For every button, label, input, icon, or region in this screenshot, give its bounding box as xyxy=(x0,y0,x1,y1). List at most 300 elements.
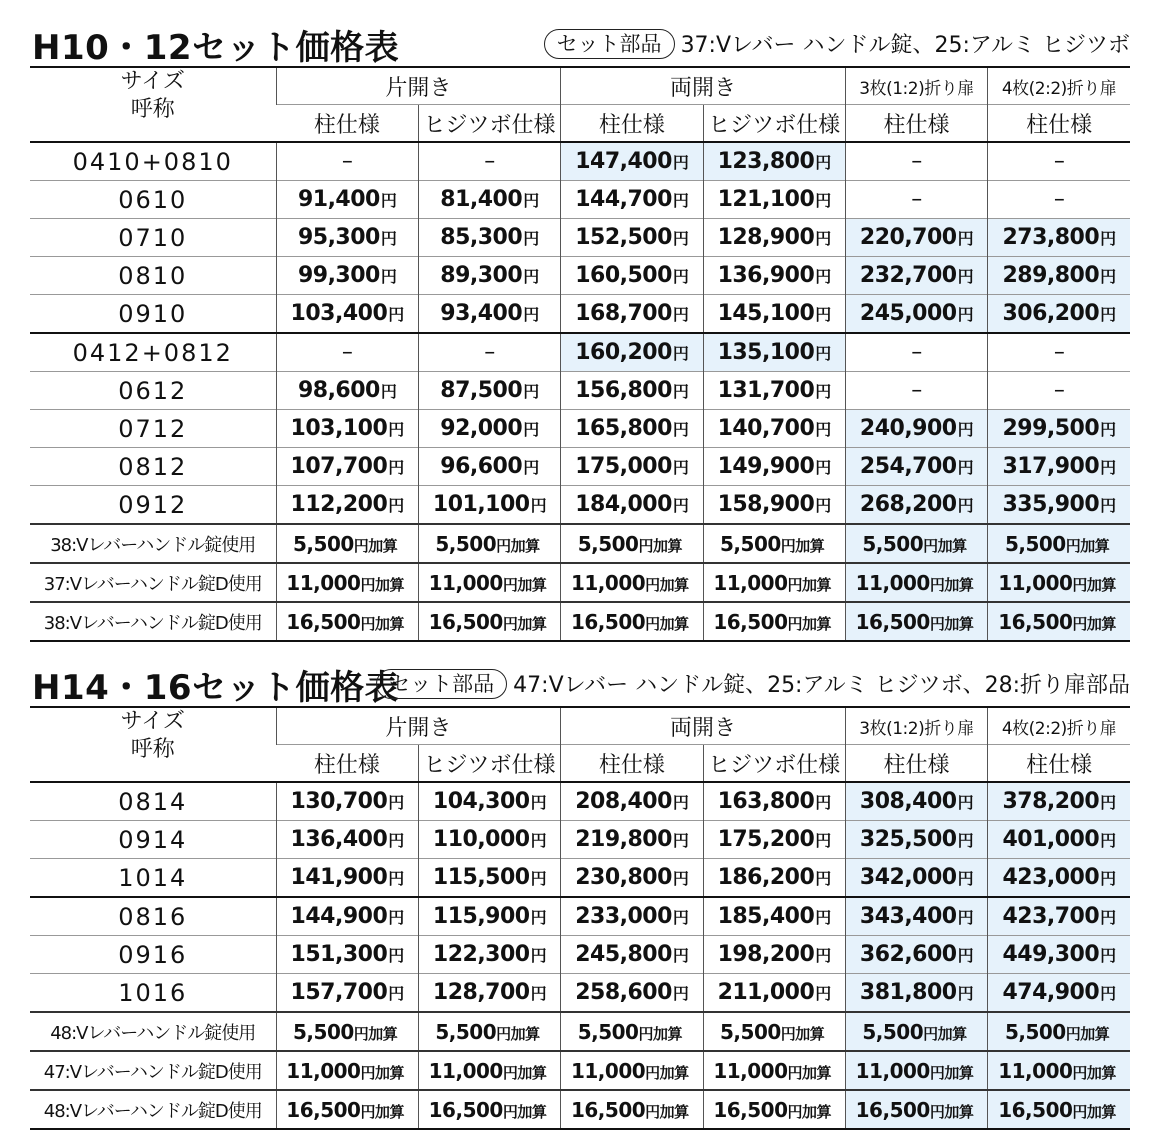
surcharge-cell xyxy=(703,1090,845,1129)
surcharge-value: 11,000 xyxy=(428,1058,503,1083)
surcharge-unit: 加算 xyxy=(1086,614,1116,633)
surcharge-unit: 加算 xyxy=(517,1063,547,1082)
yen-unit: 円 xyxy=(815,420,831,439)
designation-header-label: 呼称 xyxy=(130,737,175,762)
elbow-spec-header: ヒジツボ仕様 xyxy=(418,745,560,783)
not-available-mark: – xyxy=(911,340,922,365)
price-cell xyxy=(845,486,987,525)
price-cell xyxy=(276,821,418,859)
yen-unit: 円 xyxy=(523,191,539,210)
double-door-header: 両開き xyxy=(561,707,846,745)
yen-unit: 円 xyxy=(1072,1063,1087,1082)
price-value: 423,000 xyxy=(1002,865,1100,890)
yen-unit: 円 xyxy=(502,1102,518,1121)
yen-unit: 円 xyxy=(380,267,397,286)
price-value: 423,700 xyxy=(1002,904,1100,929)
table-row xyxy=(30,859,1130,898)
surcharge-unit: 加算 xyxy=(937,1024,967,1043)
price-value: 401,000 xyxy=(1002,827,1100,852)
post-spec-header: 柱仕様 xyxy=(561,105,703,143)
surcharge-unit: 加算 xyxy=(1086,575,1116,594)
option-row xyxy=(30,563,1130,602)
yen-unit: 円 xyxy=(815,344,831,363)
price-value: 208,400 xyxy=(575,789,672,814)
price-cell xyxy=(703,859,845,898)
designation-header-label: 呼称 xyxy=(130,97,175,122)
price-value: 98,600 xyxy=(297,378,380,403)
set-parts-text: 37:Vレバー ハンドル錠、25:アルミ ヒジツボ xyxy=(680,33,1130,58)
section-title: H14・16セット価格表 xyxy=(32,668,400,708)
surcharge-cell xyxy=(276,524,418,563)
surcharge-unit: 加算 xyxy=(375,1102,405,1121)
yen-unit: 円 xyxy=(1100,496,1116,515)
price-cell xyxy=(418,333,560,372)
price-value: 112,200 xyxy=(290,492,388,517)
surcharge-unit: 加算 xyxy=(802,1102,832,1121)
surcharge-value: 16,500 xyxy=(998,609,1073,634)
surcharge-cell xyxy=(845,563,987,602)
double-door-header: 両開き xyxy=(561,67,846,105)
price-cell xyxy=(988,859,1130,898)
surcharge-unit: 加算 xyxy=(944,614,974,633)
surcharge-unit: 加算 xyxy=(510,1024,540,1043)
yen-unit: 円 xyxy=(815,305,831,324)
price-value: 149,900 xyxy=(717,454,815,479)
price-cell xyxy=(276,859,418,898)
price-cell xyxy=(988,295,1130,334)
surcharge-cell xyxy=(561,524,703,563)
price-value: 131,700 xyxy=(717,378,815,403)
surcharge-value: 11,000 xyxy=(286,570,361,595)
surcharge-cell xyxy=(276,563,418,602)
set-parts-text: 47:Vレバー ハンドル錠、25:アルミ ヒジツボ、28:折り扉部品 xyxy=(513,673,1130,698)
yen-unit: 円 xyxy=(1100,984,1116,1003)
yen-unit: 円 xyxy=(672,458,689,477)
price-value: 87,500 xyxy=(440,378,523,403)
yen-unit: 円 xyxy=(929,575,945,594)
surcharge-cell xyxy=(561,602,703,641)
price-cell xyxy=(845,372,987,410)
price-cell xyxy=(276,974,418,1013)
table-row xyxy=(30,257,1130,295)
price-value: 184,000 xyxy=(575,492,672,517)
yen-unit: 円 xyxy=(388,305,404,324)
price-cell xyxy=(418,936,560,974)
not-available-mark: – xyxy=(1053,187,1065,212)
price-cell xyxy=(276,372,418,410)
surcharge-unit: 加算 xyxy=(802,1063,832,1082)
price-cell xyxy=(988,974,1130,1013)
surcharge-cell xyxy=(988,1051,1130,1090)
size-cell: 1014 xyxy=(30,859,276,898)
price-cell xyxy=(703,448,845,486)
surcharge-value: 16,500 xyxy=(713,1097,788,1122)
set-parts xyxy=(376,668,1130,699)
surcharge-unit: 加算 xyxy=(944,575,974,594)
price-cell xyxy=(561,181,703,219)
price-value: 136,900 xyxy=(717,263,815,288)
surcharge-value: 11,000 xyxy=(855,570,930,595)
surcharge-cell xyxy=(276,1012,418,1051)
not-available-mark: – xyxy=(1053,149,1065,174)
yen-unit: 円 xyxy=(530,984,547,1003)
price-cell xyxy=(845,219,987,257)
option-label: 47:Vレバーハンドル錠D使用 xyxy=(30,1051,276,1090)
surcharge-cell xyxy=(845,1012,987,1051)
yen-unit: 円 xyxy=(523,382,539,401)
surcharge-unit: 加算 xyxy=(1086,1063,1116,1082)
price-cell xyxy=(988,782,1130,821)
surcharge-value: 16,500 xyxy=(428,609,503,634)
price-cell xyxy=(418,257,560,295)
yen-unit: 円 xyxy=(957,946,974,965)
yen-unit: 円 xyxy=(787,575,803,594)
yen-unit: 円 xyxy=(815,267,831,286)
yen-unit: 円 xyxy=(672,267,689,286)
price-cell xyxy=(703,782,845,821)
set-parts-label: セット部品 xyxy=(544,29,675,59)
price-cell xyxy=(561,936,703,974)
price-cell xyxy=(418,219,560,257)
not-available-mark: – xyxy=(484,340,495,365)
yen-unit: 円 xyxy=(388,869,404,888)
single-door-header: 片開き xyxy=(276,707,561,745)
surcharge-unit: 加算 xyxy=(375,575,405,594)
yen-unit: 円 xyxy=(360,575,375,594)
size-cell: 0610 xyxy=(30,181,276,219)
price-cell xyxy=(418,142,560,181)
yen-unit: 円 xyxy=(815,831,831,850)
size-cell: 0812 xyxy=(30,448,276,486)
yen-unit: 円 xyxy=(1100,869,1116,888)
yen-unit: 円 xyxy=(815,191,831,210)
price-cell xyxy=(845,181,987,219)
yen-unit: 円 xyxy=(360,1102,375,1121)
price-value: 136,400 xyxy=(290,827,388,852)
price-cell xyxy=(418,859,560,898)
yen-unit: 円 xyxy=(1100,908,1116,927)
yen-unit: 円 xyxy=(1100,229,1116,248)
surcharge-unit: 加算 xyxy=(375,1063,405,1082)
post-spec-header: 柱仕様 xyxy=(845,745,987,783)
price-value: 245,800 xyxy=(575,942,672,967)
yen-unit: 円 xyxy=(638,536,653,555)
price-value: 219,800 xyxy=(575,827,672,852)
price-cell xyxy=(418,897,560,936)
surcharge-value: 16,500 xyxy=(286,609,361,634)
price-cell xyxy=(845,821,987,859)
yen-unit: 円 xyxy=(388,496,404,515)
size-cell: 0412+0812 xyxy=(30,333,276,372)
price-value: 198,200 xyxy=(717,942,815,967)
price-cell xyxy=(418,295,560,334)
surcharge-value: 16,500 xyxy=(855,1097,930,1122)
price-cell xyxy=(703,333,845,372)
surcharge-value: 5,500 xyxy=(862,1019,924,1044)
price-cell xyxy=(276,410,418,448)
four-panel-folding-header: 4枚(2:2)折り扉 xyxy=(988,67,1130,105)
yen-unit: 円 xyxy=(645,1102,660,1121)
price-value: 342,000 xyxy=(859,865,957,890)
yen-unit: 円 xyxy=(388,946,404,965)
price-cell xyxy=(276,897,418,936)
yen-unit: 円 xyxy=(1072,575,1087,594)
surcharge-cell xyxy=(561,1051,703,1090)
price-value: 449,300 xyxy=(1002,942,1100,967)
price-cell xyxy=(988,372,1130,410)
yen-unit: 円 xyxy=(502,1063,518,1082)
surcharge-cell xyxy=(988,602,1130,641)
price-value: 289,800 xyxy=(1002,263,1100,288)
price-value: 186,200 xyxy=(717,865,815,890)
size-cell: 0612 xyxy=(30,372,276,410)
size-cell: 0814 xyxy=(30,782,276,821)
price-value: 152,500 xyxy=(575,225,672,250)
yen-unit: 円 xyxy=(530,831,547,850)
option-row xyxy=(30,524,1130,563)
surcharge-value: 16,500 xyxy=(855,609,930,634)
price-value: 151,300 xyxy=(290,942,388,967)
not-available-mark: – xyxy=(341,149,353,174)
surcharge-cell xyxy=(703,1051,845,1090)
yen-unit: 円 xyxy=(1065,536,1081,555)
price-cell xyxy=(276,219,418,257)
price-value: 317,900 xyxy=(1002,454,1100,479)
table-row xyxy=(30,936,1130,974)
surcharge-unit: 加算 xyxy=(802,575,832,594)
yen-unit: 円 xyxy=(815,382,831,401)
price-value: 175,200 xyxy=(717,827,815,852)
surcharge-cell xyxy=(703,602,845,641)
yen-unit: 円 xyxy=(523,458,539,477)
elbow-spec-header: ヒジツボ仕様 xyxy=(418,105,560,143)
surcharge-cell xyxy=(988,524,1130,563)
yen-unit: 円 xyxy=(815,984,831,1003)
yen-unit: 円 xyxy=(672,153,689,172)
yen-unit: 円 xyxy=(523,229,539,248)
surcharge-unit: 加算 xyxy=(517,1102,547,1121)
section-header xyxy=(30,654,1130,706)
yen-unit: 円 xyxy=(645,614,660,633)
surcharge-unit: 加算 xyxy=(368,1024,398,1043)
option-label: 38:Vレバーハンドル錠使用 xyxy=(30,524,276,563)
surcharge-cell xyxy=(276,1051,418,1090)
price-value: 240,900 xyxy=(859,416,957,441)
yen-unit: 円 xyxy=(815,946,831,965)
table-row xyxy=(30,333,1130,372)
price-cell xyxy=(418,821,560,859)
price-table-section-h10-12 xyxy=(30,14,1130,642)
surcharge-unit: 加算 xyxy=(944,1102,974,1121)
size-cell: 0410+0810 xyxy=(30,142,276,181)
surcharge-cell xyxy=(276,602,418,641)
yen-unit: 円 xyxy=(787,1063,803,1082)
yen-unit: 円 xyxy=(957,229,974,248)
price-cell xyxy=(845,936,987,974)
price-cell xyxy=(561,821,703,859)
price-cell xyxy=(276,486,418,525)
price-cell xyxy=(845,859,987,898)
surcharge-value: 11,000 xyxy=(855,1058,930,1083)
price-cell xyxy=(561,410,703,448)
price-value: 233,000 xyxy=(575,904,672,929)
surcharge-cell xyxy=(418,1051,560,1090)
price-cell xyxy=(418,448,560,486)
price-cell xyxy=(276,448,418,486)
surcharge-unit: 加算 xyxy=(1086,1102,1116,1121)
price-value: 325,500 xyxy=(859,827,957,852)
yen-unit: 円 xyxy=(380,382,397,401)
price-cell xyxy=(561,974,703,1013)
price-value: 147,400 xyxy=(575,149,672,174)
yen-unit: 円 xyxy=(923,536,938,555)
yen-unit: 円 xyxy=(672,496,689,515)
price-value: 135,100 xyxy=(717,340,815,365)
price-cell xyxy=(988,142,1130,181)
price-cell xyxy=(703,821,845,859)
price-cell xyxy=(276,333,418,372)
post-spec-header: 柱仕様 xyxy=(845,105,987,143)
yen-unit: 円 xyxy=(957,831,974,850)
price-cell xyxy=(703,257,845,295)
table-row xyxy=(30,782,1130,821)
yen-unit: 円 xyxy=(787,614,803,633)
yen-unit: 円 xyxy=(672,869,689,888)
price-cell xyxy=(561,897,703,936)
price-value: 160,500 xyxy=(575,263,672,288)
price-cell xyxy=(703,974,845,1013)
price-value: 115,900 xyxy=(432,904,530,929)
set-parts-label: セット部品 xyxy=(376,669,507,699)
surcharge-unit: 加算 xyxy=(659,1102,689,1121)
surcharge-cell xyxy=(703,524,845,563)
table-row xyxy=(30,142,1130,181)
surcharge-cell xyxy=(276,1090,418,1129)
surcharge-unit: 加算 xyxy=(368,536,398,555)
post-spec-header: 柱仕様 xyxy=(988,745,1130,783)
yen-unit: 円 xyxy=(957,420,974,439)
price-value: 89,300 xyxy=(440,263,523,288)
table-row xyxy=(30,372,1130,410)
price-cell xyxy=(988,936,1130,974)
surcharge-unit: 加算 xyxy=(652,536,682,555)
single-door-header: 片開き xyxy=(276,67,561,105)
yen-unit: 円 xyxy=(388,831,404,850)
price-cell xyxy=(276,257,418,295)
surcharge-value: 5,500 xyxy=(1004,1019,1066,1044)
surcharge-value: 11,000 xyxy=(286,1058,361,1083)
table-row xyxy=(30,181,1130,219)
section-header xyxy=(30,14,1130,66)
price-value: 258,600 xyxy=(575,980,672,1005)
yen-unit: 円 xyxy=(815,908,831,927)
price-value: 211,000 xyxy=(717,980,815,1005)
price-value: 156,800 xyxy=(575,378,672,403)
yen-unit: 円 xyxy=(929,614,945,633)
price-cell xyxy=(418,782,560,821)
surcharge-cell xyxy=(703,563,845,602)
yen-unit: 円 xyxy=(1100,793,1116,812)
surcharge-cell xyxy=(418,1012,560,1051)
price-value: 103,400 xyxy=(290,301,388,326)
table-row xyxy=(30,219,1130,257)
yen-unit: 円 xyxy=(957,496,974,515)
yen-unit: 円 xyxy=(672,793,689,812)
price-value: 175,000 xyxy=(575,454,672,479)
price-cell xyxy=(703,295,845,334)
surcharge-value: 5,500 xyxy=(577,1019,639,1044)
yen-unit: 円 xyxy=(1100,305,1116,324)
price-value: 157,700 xyxy=(290,980,388,1005)
yen-unit: 円 xyxy=(530,793,547,812)
not-available-mark: – xyxy=(1053,340,1065,365)
yen-unit: 円 xyxy=(645,1063,660,1082)
set-parts xyxy=(544,28,1130,59)
price-value: 362,600 xyxy=(859,942,957,967)
surcharge-value: 16,500 xyxy=(998,1097,1073,1122)
price-value: 168,700 xyxy=(575,301,672,326)
post-spec-header: 柱仕様 xyxy=(276,745,418,783)
price-cell xyxy=(703,936,845,974)
price-value: 107,700 xyxy=(290,454,388,479)
price-value: 101,100 xyxy=(432,492,530,517)
surcharge-unit: 加算 xyxy=(375,614,405,633)
surcharge-unit: 加算 xyxy=(1080,536,1110,555)
yen-unit: 円 xyxy=(957,793,974,812)
yen-unit: 円 xyxy=(672,946,689,965)
price-value: 343,400 xyxy=(859,904,957,929)
yen-unit: 円 xyxy=(388,458,404,477)
surcharge-value: 11,000 xyxy=(570,570,646,595)
surcharge-unit: 加算 xyxy=(510,536,540,555)
price-cell xyxy=(845,974,987,1013)
price-value: 245,000 xyxy=(859,301,957,326)
surcharge-value: 5,500 xyxy=(293,1019,354,1044)
yen-unit: 円 xyxy=(530,908,547,927)
surcharge-unit: 加算 xyxy=(652,1024,682,1043)
price-rows xyxy=(30,782,1130,1129)
option-row xyxy=(30,1012,1130,1051)
surcharge-cell xyxy=(418,524,560,563)
price-cell xyxy=(418,372,560,410)
price-cell xyxy=(703,372,845,410)
price-value: 299,500 xyxy=(1002,416,1100,441)
surcharge-cell xyxy=(418,1090,560,1129)
yen-unit: 円 xyxy=(672,382,689,401)
not-available-mark: – xyxy=(911,149,922,174)
yen-unit: 円 xyxy=(360,1063,375,1082)
price-value: 95,300 xyxy=(297,225,380,250)
not-available-mark: – xyxy=(911,187,922,212)
yen-unit: 円 xyxy=(523,420,539,439)
surcharge-value: 5,500 xyxy=(435,531,497,556)
price-value: 268,200 xyxy=(859,492,957,517)
surcharge-cell xyxy=(418,563,560,602)
surcharge-value: 11,000 xyxy=(713,1058,788,1083)
price-value: 91,400 xyxy=(297,187,380,212)
price-value: 220,700 xyxy=(859,225,957,250)
price-cell xyxy=(418,181,560,219)
price-cell xyxy=(561,448,703,486)
price-cell xyxy=(561,142,703,181)
yen-unit: 円 xyxy=(502,575,518,594)
size-cell: 0810 xyxy=(30,257,276,295)
size-cell: 1016 xyxy=(30,974,276,1013)
yen-unit: 円 xyxy=(1100,267,1116,286)
price-cell xyxy=(845,448,987,486)
surcharge-value: 11,000 xyxy=(428,570,503,595)
yen-unit: 円 xyxy=(388,984,404,1003)
